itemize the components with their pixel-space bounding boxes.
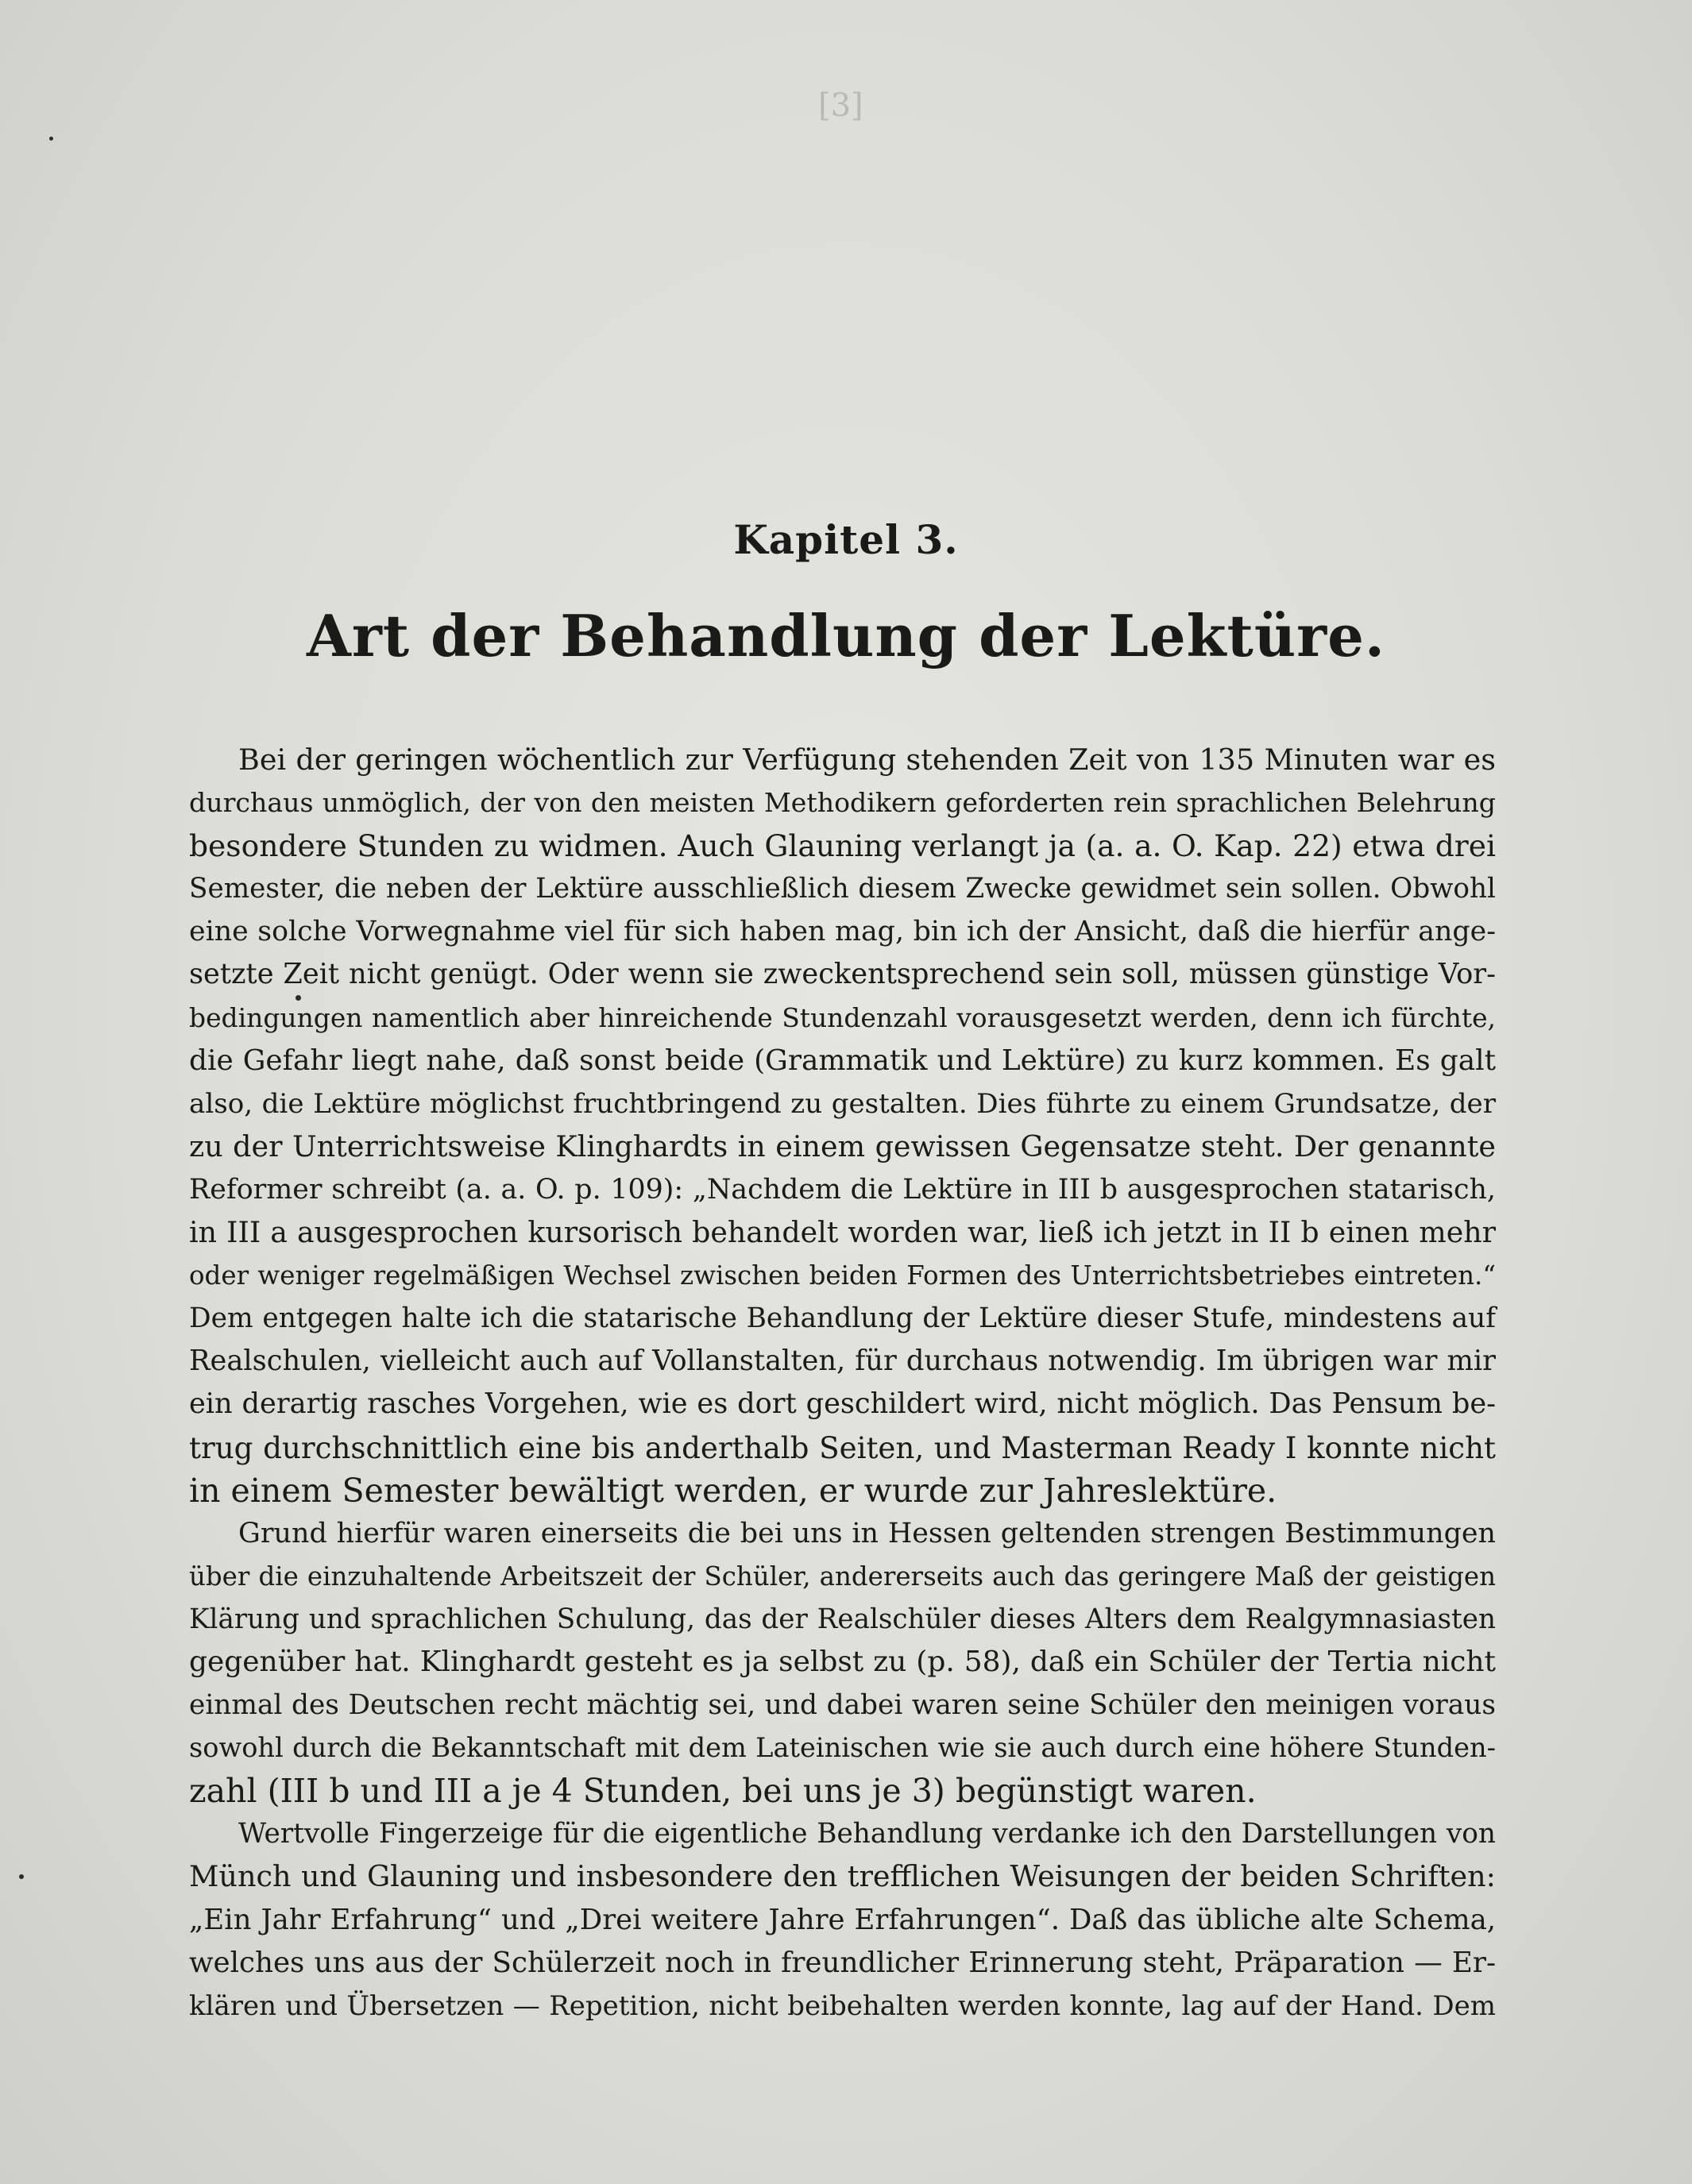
text-line: also, die Lektüre möglichst fruchtbringend zu gestalten. Dies führte zu einem Grundsatze, der — [189, 1087, 1496, 1120]
text-line: welches uns aus der Schülerzeit noch in freundlicher Erinnerung steht, Präparation — Er- — [189, 1946, 1496, 1979]
text-line: Realschulen, vielleicht auch auf Vollanstalten, für durchaus notwendig. Im übrigen war mir — [189, 1345, 1496, 1378]
text-line: besondere Stunden zu widmen. Auch Glauning verlangt ja (a. a. O. Kap. 22) etwa drei — [189, 828, 1496, 864]
text-line: die Gefahr liegt nahe, daß sonst beide (Grammatik und Lektüre) zu kurz kommen. Es galt — [189, 1044, 1496, 1077]
text-line: einmal des Deutschen recht mächtig sei, und dabei waren seine Schüler den meinigen voraus — [189, 1689, 1496, 1722]
text-line: klären und Übersetzen — Repetition, nicht beibehalten werden konnte, lag auf der Hand. Dem — [189, 1989, 1496, 2022]
body-text — [189, 739, 1496, 2028]
text-line: zu der Unterrichtsweise Klinghardts in einem gewissen Gegensatze steht. Der genannte — [189, 1129, 1496, 1163]
text-line: gegenüber hat. Klinghardt gesteht es ja selbst zu (p. 58), daß ein Schüler der Tertia nicht — [189, 1645, 1496, 1678]
text-line: Bei der geringen wöchentlich zur Verfügung stehenden Zeit von 135 Minuten war es — [238, 743, 1496, 777]
text-line: über die einzuhaltende Arbeitszeit der Schüler, andererseits auch das geringere Maß der geistigen — [189, 1561, 1496, 1592]
text-line: Dem entgegen halte ich die statarische Behandlung der Lektüre dieser Stufe, mindestens auf — [189, 1302, 1496, 1335]
text-line: Semester, die neben der Lektüre ausschließlich diesem Zwecke gewidmet sein sollen. Obwohl — [189, 873, 1496, 905]
text-line: eine solche Vorwegnahme viel für sich haben mag, bin ich der Ansicht, daß die hierfür ange- — [189, 916, 1496, 948]
ink-speck — [19, 1874, 24, 1879]
paragraph-3 — [189, 1812, 1496, 2027]
text-line: Reformer schreibt (a. a. O. p. 109): „Nachdem die Lektüre in III b ausgesprochen statarisch, — [189, 1173, 1496, 1206]
ink-speck — [296, 995, 301, 1001]
text-line: setzte Zeit nicht genügt. Oder wenn sie zweckentsprechend sein soll, müssen günstige Vor- — [189, 958, 1496, 991]
text-line: bedingungen namentlich aber hinreichende Stundenzahl vorausgesetzt werden, denn ich fürchte, — [189, 1001, 1496, 1033]
text-line: Grund hierfür waren einerseits die bei uns in Hessen geltenden strengen Bestimmungen — [238, 1517, 1496, 1549]
paragraph-2 — [189, 1512, 1496, 1813]
text-line: sowohl durch die Bekanntschaft mit dem Lateinischen wie sie auch durch eine höhere Stunden- — [189, 1732, 1496, 1764]
chapter-label: Kapitel 3. — [733, 516, 959, 563]
text-line: trug durchschnittlich eine bis anderthalb Seiten, und Masterman Ready I konnte nicht — [189, 1430, 1496, 1465]
text-line: in einem Semester bewältigt werden, er wurde zur Jahreslektüre. — [189, 1471, 1277, 1510]
text-line: zahl (III b und III a je 4 Stunden, bei uns je 3) begünstigt waren. — [189, 1772, 1257, 1811]
text-line: „Ein Jahr Erfahrung“ und „Drei weitere Jahre Erfahrungen“. Daß das übliche alte Schema, — [189, 1903, 1496, 1936]
text-line: ein derartig rasches Vorgehen, wie es dort geschildert wird, nicht möglich. Das Pensum be- — [189, 1387, 1496, 1421]
page-number: [3] — [818, 87, 863, 124]
text-line: durchaus unmöglich, der von den meisten Methodikern geforderten rein sprachlichen Belehrung — [189, 787, 1496, 819]
text-line: in III a ausgesprochen kursorisch behandelt worden war, ließ ich jetzt in II b einen mehr — [189, 1215, 1496, 1250]
ink-speck — [49, 137, 53, 141]
chapter-title: Art der Behandlung der Lektüre. — [307, 602, 1385, 669]
paragraph-1 — [189, 739, 1496, 1512]
text-line: Wertvolle Fingerzeige für die eigentliche Behandlung verdanke ich den Darstellungen von — [238, 1818, 1496, 1850]
text-line: Münch und Glauning und insbesondere den trefflichen Weisungen der beiden Schriften: — [189, 1859, 1496, 1894]
text-line: oder weniger regelmäßigen Wechsel zwischen beiden Formen des Unterrichtsbetriebes eintreten.“ — [189, 1260, 1496, 1291]
text-line: Klärung und sprachlichen Schulung, das der Realschüler dieses Alters dem Realgymnasiasten — [189, 1603, 1496, 1635]
